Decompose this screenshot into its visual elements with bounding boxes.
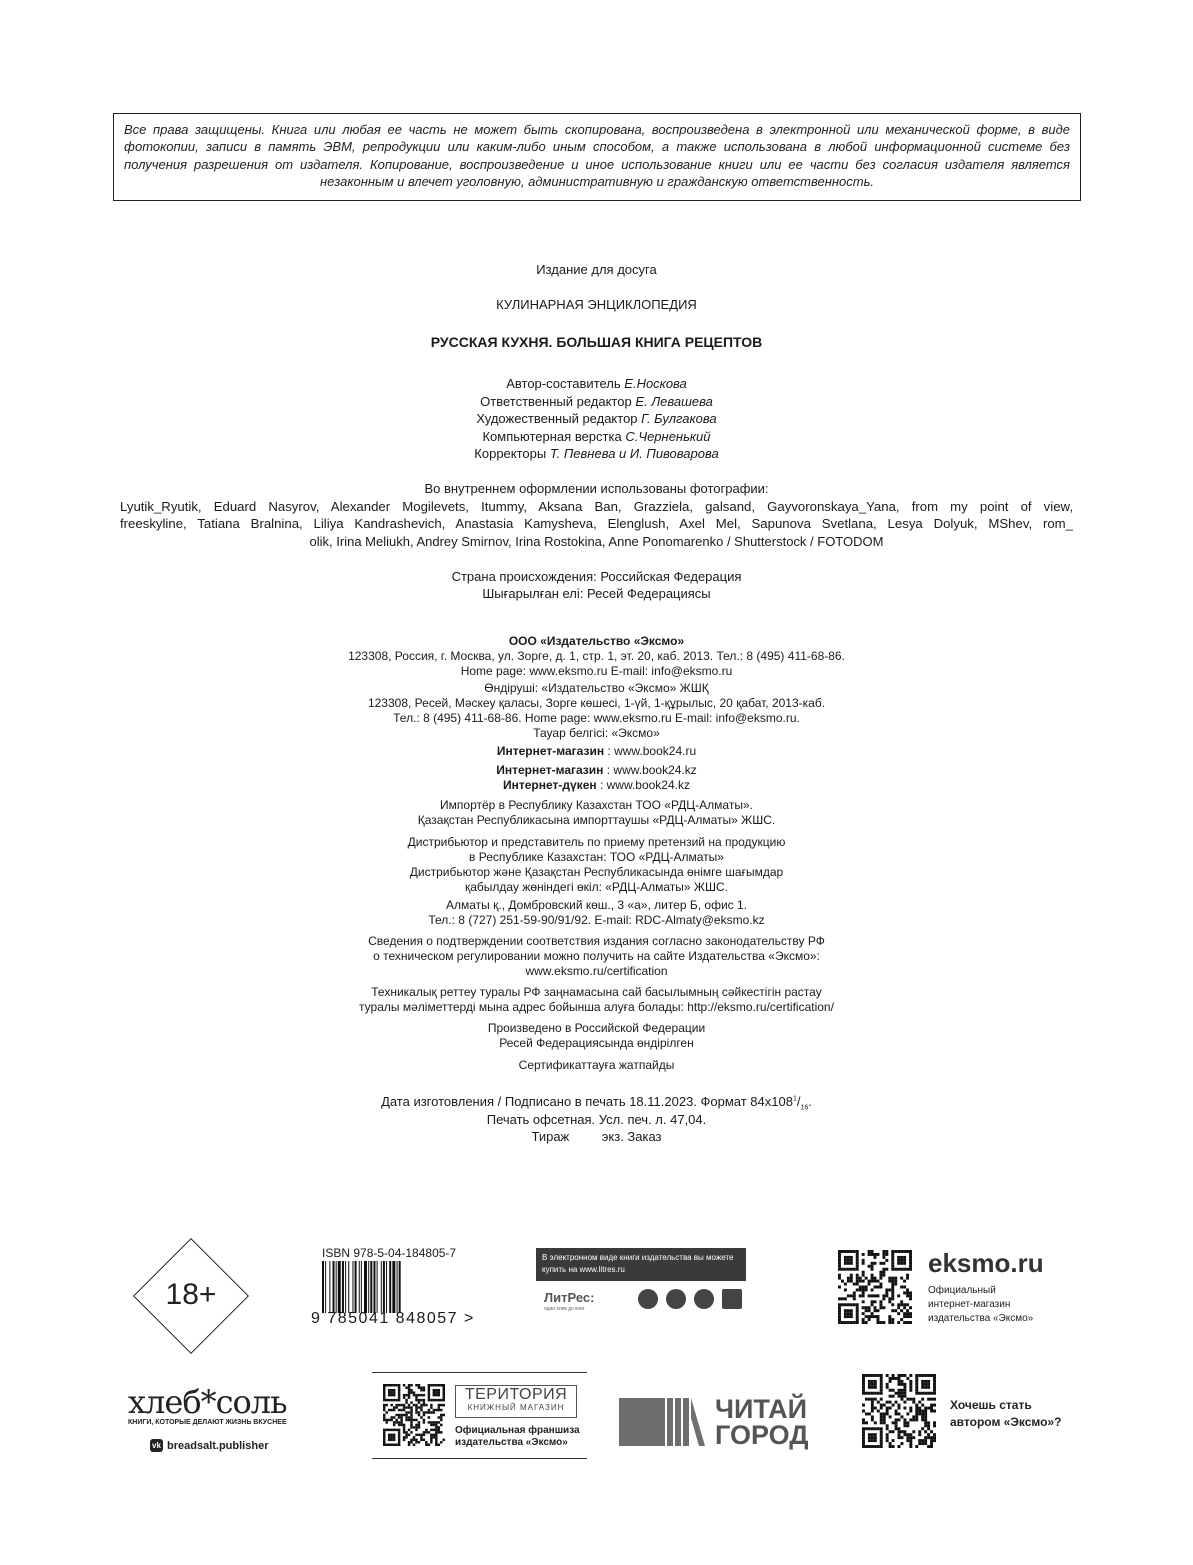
distributor-line: Дистрибьютор и представитель по приему претензий на продукцию bbox=[407, 835, 786, 849]
credit-line: Автор-составитель Е.Носкова bbox=[506, 376, 687, 391]
divider bbox=[372, 1458, 587, 1459]
age-rating: 18+ bbox=[165, 1278, 217, 1311]
litres-tagline: один клик до книг bbox=[544, 1306, 585, 1312]
photo-credits-line: freeskyline, Tatiana Bralnina, Liliya Kandrashevich, Anastasia Kamysheva, Elenglush, Axel Mel, Sapunova Svetlana, Lesya Dolyuk, MShev, rom_ bbox=[120, 516, 1073, 531]
online-shop-line: Интернет-магазин : www.book24.ru bbox=[496, 744, 697, 758]
origin-line: Шығарылған елі: Ресей Федерациясы bbox=[482, 586, 711, 601]
eksmo-site-desc: Официальный интернет-магазин издательства «Эксмо» bbox=[928, 1285, 1034, 1324]
importer-line: Импортёр в Республику Казахстан ТОО «РДЦ-Алматы». bbox=[440, 798, 753, 812]
eksmo-site-logo: eksmo.ru bbox=[928, 1248, 1044, 1278]
publisher-line: Тауар белгісі: «Эксмо» bbox=[533, 726, 660, 740]
isbn-barcode bbox=[320, 1261, 480, 1313]
vk-icon: vk bbox=[150, 1439, 163, 1452]
copyright-notice: Все права защищены. Книга или любая ее часть не может быть скопирована, воспроизведена в электронной или механической форме, в виде фотокопии, записи в память ЭВМ, репродукции или каким-либо иным способом, а также использована в любой информационной системе без получения разрешения от издателя. Копирование, воспроизведение и иное использование книги или ее части без согласия издателя является незаконным и влечет уголовную, административную и гражданскую ответственность. bbox=[124, 122, 1070, 190]
print-date-line: Дата изготовления / Подписано в печать 18.11.2023. Формат $84х108^1/_{16}$. bbox=[381, 1094, 812, 1112]
online-shop-line: Интернет-магазин : www.book24.kz bbox=[496, 763, 697, 777]
print-type-line: Печать офсетная. Усл. печ. л. 47,04. bbox=[486, 1112, 707, 1127]
territory-logo: ТЕРИТОРИЯ КНИЖНЫЙ МАГАЗИН bbox=[455, 1385, 577, 1418]
credit-line: Художественный редактор Г. Булгакова bbox=[476, 411, 717, 426]
publisher-name: ООО «Издательство «Эксмо» bbox=[508, 634, 685, 648]
publisher-line: 123308, Россия, г. Москва, ул. Зорге, д. 1, стр. 1, эт. 20, каб. 2013. Тел.: 8 (495) 411-68-86. bbox=[348, 649, 845, 663]
territory-note: Официальная франшиза издательства «Эксмо» bbox=[455, 1425, 580, 1448]
store-icons bbox=[638, 1289, 742, 1309]
print-run-line: Тираж экз. Заказ bbox=[531, 1129, 662, 1144]
certification-line: о техническом регулировании можно получить на сайте Издательства «Эксмо»: bbox=[373, 949, 820, 963]
credit-line: Компьютерная верстка С.Черненький bbox=[482, 429, 711, 444]
territory-qr-code[interactable] bbox=[383, 1384, 445, 1446]
vk-link: vk breadsalt.publisher bbox=[150, 1439, 268, 1452]
photo-credits-line: olik, Irina Meliukh, Andrey Smirnov, Irina Rostokina, Anne Ponomarenko / Shutterstock / FOTODOM bbox=[309, 534, 884, 549]
copyright-notice-box bbox=[113, 113, 1081, 201]
importer-line: Қазақстан Республикасына импорттаушы «РДЦ-Алматы» ЖШС. bbox=[417, 813, 776, 827]
chitai-gorod-books-icon bbox=[619, 1398, 705, 1446]
distributor-line: в Республике Казахстан: ТОО «РДЦ-Алматы» bbox=[469, 850, 724, 864]
distributor-line: Дистрибьютор және Қазақстан Республикасында өнімге шағымдар bbox=[409, 865, 784, 879]
publisher-line: 123308, Ресей, Мәскеу қаласы, Зорге көшесі, 1-үй, 1-құрылыс, 20 қабат, 2013-каб. bbox=[367, 696, 826, 710]
address-line: Тел.: 8 (727) 251-59-90/91/92. E-mail: RDC-Almaty@eksmo.kz bbox=[428, 913, 765, 927]
divider bbox=[372, 1372, 587, 1373]
litres-logo: ЛитРес: bbox=[544, 1290, 595, 1305]
credit-line: Ответственный редактор Е. Левашева bbox=[480, 394, 713, 409]
windows-phone-icon bbox=[694, 1289, 714, 1309]
isbn: ISBN 978-5-04-184805-7 bbox=[322, 1246, 457, 1260]
certification-line: туралы мәліметтерді мына адрес бойынша алуға болады: http://eksmo.ru/certification/ bbox=[359, 1000, 834, 1014]
litres-banner: В электронном виде книги издательства вы можете купить на www.litres.ru bbox=[536, 1248, 746, 1281]
photo-credits-line: Lyutik_Ryutik, Eduard Nasyrov, Alexander Mogilevets, Itummy, Aksana Ban, Grazziela, galsand, Gayvoronskaya_Yana, from my point of view, bbox=[120, 499, 1073, 514]
address-line: Алматы қ., Домбровский көш., 3 «а», литер Б, офис 1. bbox=[445, 898, 747, 912]
series-title: КУЛИНАРНАЯ ЭНЦИКЛОПЕДИЯ bbox=[496, 297, 697, 312]
distributor-line: қабылдау жөніндегі өкіл: «РДЦ-Алматы» ЖШС. bbox=[465, 880, 728, 894]
no-certification: Сертификаттауға жатпайды bbox=[518, 1058, 675, 1072]
edition-type: Издание для досуга bbox=[536, 262, 657, 277]
book-title: РУССКАЯ КУХНЯ. БОЛЬШАЯ КНИГА РЕЦЕПТОВ bbox=[430, 334, 763, 350]
origin-line: Страна происхождения: Российская Федерация bbox=[451, 569, 742, 584]
become-author-text: Хочешь стать автором «Эксмо»? bbox=[950, 1398, 1062, 1429]
produced-line: Ресей Федерациясында өндірілген bbox=[499, 1036, 694, 1050]
eksmo-qr-code[interactable] bbox=[838, 1250, 912, 1324]
windows-icon bbox=[722, 1289, 742, 1309]
photos-heading: Во внутреннем оформлении использованы фотографии: bbox=[424, 481, 769, 496]
chitai-gorod-logo: ЧИТАЙ ГОРОД bbox=[715, 1394, 809, 1450]
produced-line: Произведено в Российской Федерации bbox=[487, 1021, 706, 1035]
certification-line: Сведения о подтверждении соответствия издания согласно законодательству РФ bbox=[368, 934, 825, 948]
online-shop-line: Интернет-дүкен : www.book24.kz bbox=[503, 778, 690, 792]
hleb-sol-tagline: КНИГИ, КОТОРЫЕ ДЕЛАЮТ ЖИЗНЬ ВКУСНЕЕ bbox=[128, 1419, 287, 1426]
android-icon bbox=[666, 1289, 686, 1309]
certification-line: Техникалық реттеу туралы РФ заңнамасына сай басылымның сәйкестігін растау bbox=[371, 985, 822, 999]
publisher-line: Тел.: 8 (495) 411-68-86. Home page: www.eksmo.ru E-mail: info@eksmo.ru. bbox=[393, 711, 800, 725]
barcode-digits: 9 785041 848057 > bbox=[311, 1310, 475, 1327]
certification-line: www.eksmo.ru/certification bbox=[525, 964, 668, 978]
apple-icon bbox=[638, 1289, 658, 1309]
credit-line: Корректоры Т. Певнева и И. Пивоварова bbox=[474, 446, 719, 461]
hleb-sol-logo: хлеб*соль bbox=[128, 1383, 287, 1421]
publisher-line: Өндіруші: «Издательство «Эксмо» ЖШҚ bbox=[484, 681, 709, 695]
author-qr-code[interactable] bbox=[862, 1374, 936, 1448]
publisher-line: Home page: www.eksmo.ru E-mail: info@eksmo.ru bbox=[460, 664, 733, 678]
